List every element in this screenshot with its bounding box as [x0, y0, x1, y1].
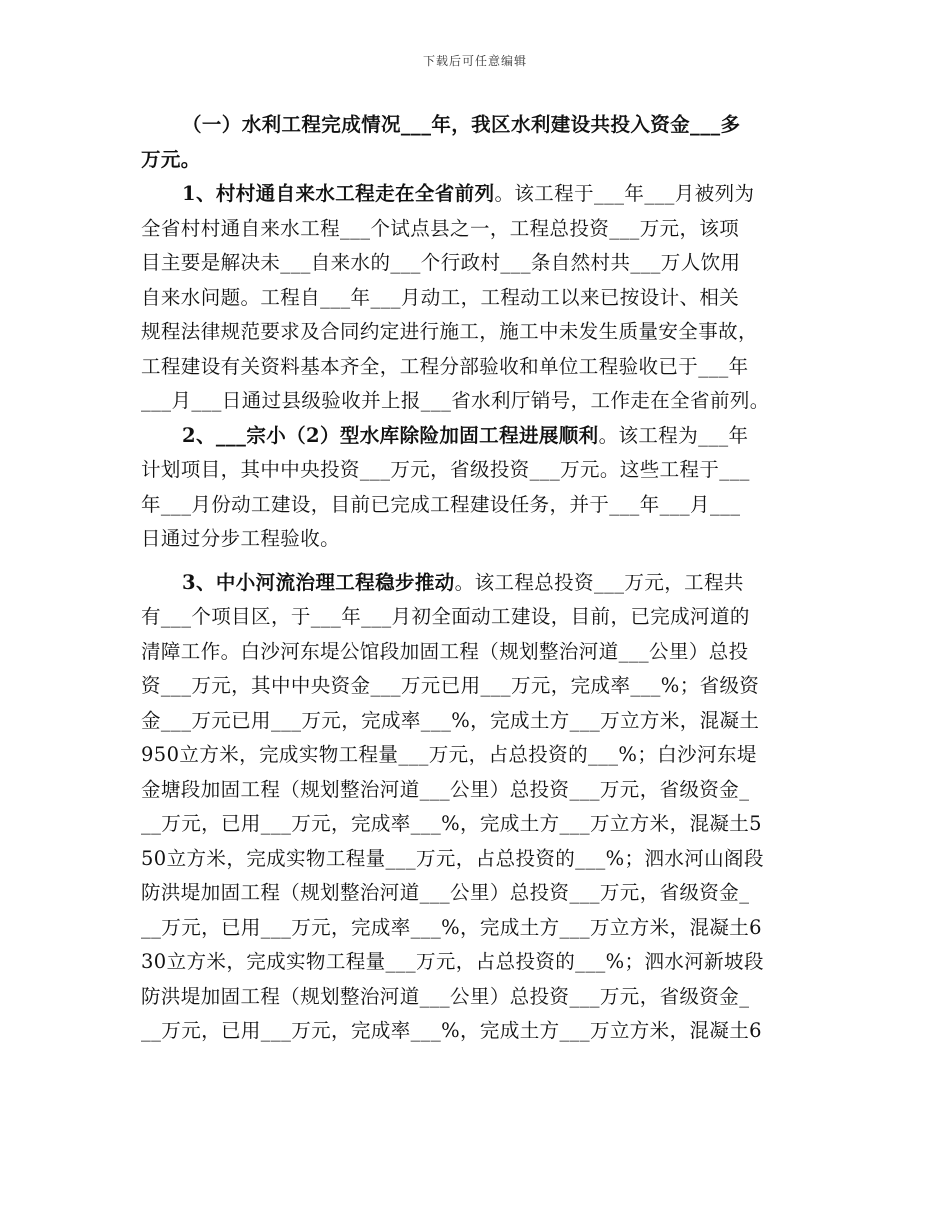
body-text: 30立方米，完成实物工程量___万元，占总投资的___%；泗水河新坡段: [141, 950, 764, 973]
body-text: 自来水问题。工程自___年___月动工，工程动工以来已按设计、相关: [141, 285, 740, 309]
text-line: [141, 143, 811, 178]
body-text: 金___万元已用___万元，完成率___%，完成土方___万立方米，混凝土: [141, 708, 760, 732]
text-line: [141, 212, 811, 247]
text-line: [141, 1014, 811, 1049]
document-body: [141, 108, 811, 1049]
bold-heading-text: 3、中小河流治理工程稳步推动: [182, 570, 455, 594]
body-text: 年___月份动工建设，目前已完成工程建设任务，并于___年___月___: [141, 492, 741, 516]
text-line: [141, 669, 811, 704]
body-text: 计划项目，其中中央投资___万元，省级投资___万元。这些工程于___: [141, 458, 750, 481]
text-line: [141, 108, 811, 143]
text-line: [141, 600, 811, 635]
page-header: 下载后可任意编辑: [422, 54, 527, 68]
text-line: [141, 945, 811, 980]
text-line: [141, 911, 811, 946]
text-line: [141, 419, 811, 454]
text-line: [141, 704, 811, 739]
body-text: 。该工程总投资___万元，工程共: [454, 570, 744, 594]
text-line: [141, 281, 811, 316]
body-text: 950立方米，完成实物工程量___万元，占总投资的___%；白沙河东堤: [141, 743, 757, 766]
text-line: [141, 384, 811, 419]
body-text: ___月___日通过县级验收并上报___省水利厅销号，工作走在全省前列。: [141, 389, 770, 412]
bold-heading-text: 万元。: [141, 147, 201, 171]
bold-heading-text: 1、村村通自来水工程走在全省前列: [182, 182, 495, 205]
body-text: 金塘段加固工程（规划整治河道___公里）总投资___万元，省级资金_: [141, 777, 750, 801]
text-line: [141, 246, 811, 281]
body-text: 目主要是解决未___自来水的___个行政村___条自然村共___万人饮用: [141, 251, 741, 274]
text-line: [141, 350, 811, 385]
text-line: [141, 177, 811, 212]
text-line: [141, 635, 811, 670]
body-text: 。该工程于___年___月被列为: [494, 182, 755, 205]
text-line: [141, 842, 811, 877]
text-line: [141, 738, 811, 773]
body-text: 50立方米，完成实物工程量___万元，占总投资的___%；泗水河山阁段: [141, 846, 764, 870]
body-text: 工程建设有关资料基本齐全，工程分部验收和单位工程验收已于___年: [141, 354, 749, 378]
body-text: 。该工程为___年: [598, 423, 749, 447]
bold-heading-text: 2、___宗小（2）型水库除险加固工程进展顺利: [182, 423, 599, 447]
body-text: 日通过分步工程验收。: [141, 527, 341, 550]
body-text: 全省村村通自来水工程___个试点县之一，工程总投资___万元，该项: [141, 216, 740, 240]
body-text: 清障工作。白沙河东堤公馆段加固工程（规划整治河道___公里）总投: [141, 639, 749, 663]
body-text: 资___万元，其中中央资金___万元已用___万元，完成率___%；省级资: [141, 674, 760, 697]
body-text: __万元，已用___万元，完成率___%，完成土方___万立方米，混凝土5: [141, 812, 762, 835]
body-text: __万元，已用___万元，完成率___%，完成土方___万立方米，混凝土6: [141, 1019, 762, 1042]
body-text: __万元，已用___万元，完成率___%，完成土方___万立方米，混凝土6: [141, 915, 762, 939]
body-text: 有___个项目区，于___年___月初全面动工建设，目前，已完成河道的: [141, 605, 750, 628]
text-line: [141, 807, 811, 842]
text-line: [141, 980, 811, 1015]
bold-heading-text: （一）水利工程完成情况___年，我区水利建设共投入资金___多: [182, 113, 741, 136]
text-line: [141, 488, 811, 523]
text-line: [141, 522, 811, 557]
body-text: 规程法律规范要求及合同约定进行施工，施工中未发生质量安全事故，: [141, 320, 758, 343]
text-line: [141, 315, 811, 350]
body-text: 防洪堤加固工程（规划整治河道___公里）总投资___万元，省级资金_: [141, 881, 750, 904]
text-line: [141, 876, 811, 911]
text-line: [141, 566, 811, 601]
text-line: [141, 773, 811, 808]
text-line: [141, 453, 811, 488]
body-text: 防洪堤加固工程（规划整治河道___公里）总投资___万元，省级资金_: [141, 984, 750, 1008]
